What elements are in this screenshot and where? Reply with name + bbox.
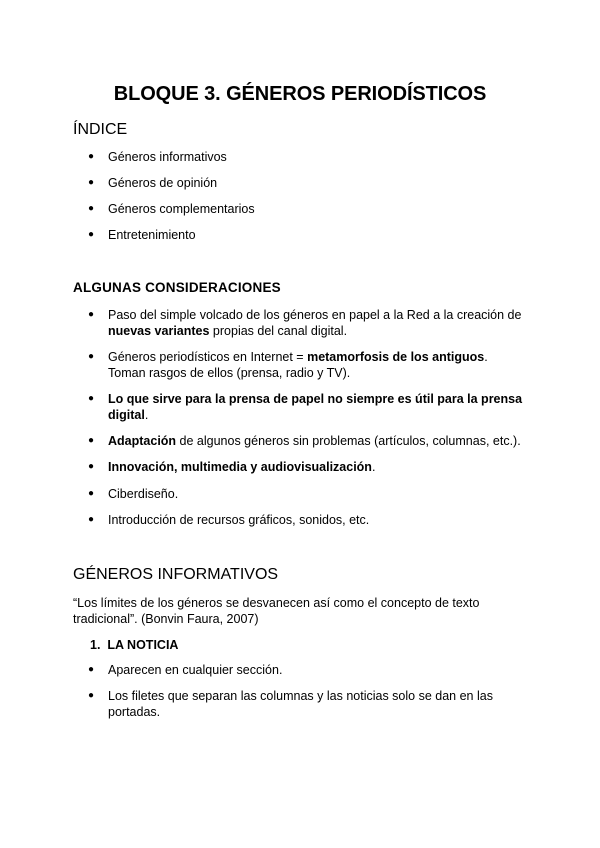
indice-item bbox=[88, 201, 528, 217]
bullet-icon: ● bbox=[88, 435, 95, 446]
indice-item-text: Géneros informativos bbox=[108, 150, 227, 164]
item-bold-text: nuevas variantes bbox=[108, 324, 210, 338]
indice-item bbox=[88, 175, 528, 191]
bullet-icon: ● bbox=[88, 664, 95, 675]
item-bold-text: Innovación, multimedia y audiovisualización bbox=[108, 460, 372, 474]
informativos-heading: GÉNEROS INFORMATIVOS bbox=[73, 566, 279, 583]
bullet-icon: ● bbox=[88, 488, 95, 499]
consideraciones-heading: ALGUNAS CONSIDERACIONES bbox=[73, 280, 281, 295]
bullet-icon: ● bbox=[88, 229, 95, 240]
bullet-icon: ● bbox=[88, 309, 95, 320]
item-text: Introducción de recursos gráficos, sonidos, etc. bbox=[108, 513, 370, 527]
subsection-number: 1. bbox=[90, 638, 101, 652]
bullet-icon: ● bbox=[88, 177, 95, 188]
noticia-item-text: Los filetes que separan las columnas y las noticias solo se dan en las portadas. bbox=[108, 689, 493, 719]
consideraciones-item bbox=[88, 433, 528, 449]
bullet-icon: ● bbox=[88, 461, 95, 472]
noticia-item-text: Aparecen en cualquier sección. bbox=[108, 663, 283, 677]
document-title: BLOQUE 3. GÉNEROS PERIODÍSTICOS bbox=[113, 83, 487, 105]
item-text: . Toman rasgos de ellos (prensa, radio y TV). bbox=[108, 350, 488, 380]
consideraciones-item bbox=[88, 307, 528, 339]
indice-item bbox=[88, 227, 528, 243]
bullet-icon: ● bbox=[88, 351, 95, 362]
item-text: Paso del simple volcado de los géneros en papel a la Red a la creación de bbox=[108, 308, 522, 322]
quote-text: “Los límites de los géneros se desvanecen así como el concepto de texto tradicional”. (Bonvin Faura, 2007) bbox=[73, 596, 480, 626]
item-text: Ciberdiseño. bbox=[108, 487, 179, 501]
consideraciones-item bbox=[88, 349, 528, 381]
indice-item bbox=[88, 149, 528, 165]
consideraciones-item bbox=[88, 486, 528, 502]
consideraciones-item bbox=[88, 391, 528, 423]
item-text: . bbox=[144, 408, 149, 422]
bullet-icon: ● bbox=[88, 203, 95, 214]
indice-item-text: Géneros de opinión bbox=[108, 176, 218, 190]
item-text: propias del canal digital. bbox=[209, 324, 348, 338]
item-bold-text: Adaptación bbox=[108, 434, 177, 448]
indice-heading: ÍNDICE bbox=[73, 121, 128, 138]
bullet-icon: ● bbox=[88, 151, 95, 162]
item-text: de algunos géneros sin problemas (artículos, columnas, etc.). bbox=[176, 434, 521, 448]
indice-item-text: Entretenimiento bbox=[108, 228, 196, 242]
bullet-icon: ● bbox=[88, 514, 95, 525]
indice-item-text: Géneros complementarios bbox=[108, 202, 255, 216]
bullet-icon: ● bbox=[88, 393, 95, 404]
consideraciones-item bbox=[88, 512, 528, 528]
item-bold-text: metamorfosis de los antiguos bbox=[307, 350, 485, 364]
bullet-icon: ● bbox=[88, 690, 95, 701]
item-text: Géneros periodísticos en Internet = bbox=[108, 350, 308, 364]
subsection-title: LA NOTICIA bbox=[107, 638, 179, 652]
item-bold-text: Lo que sirve para la prensa de papel no siempre es útil para la prensa digital bbox=[108, 392, 523, 422]
subsection-heading bbox=[90, 637, 178, 653]
noticia-item bbox=[88, 662, 528, 678]
consideraciones-item bbox=[88, 459, 528, 475]
item-text: . bbox=[371, 460, 376, 474]
noticia-item bbox=[88, 688, 528, 720]
